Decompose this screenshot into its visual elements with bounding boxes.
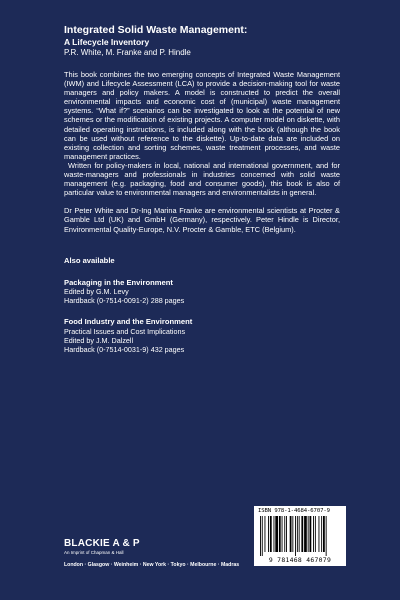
book-authors: P.R. White, M. Franke and P. Hindle xyxy=(64,48,191,57)
spacer xyxy=(64,197,340,206)
barcode-bars xyxy=(258,516,342,556)
publisher-block xyxy=(64,538,239,569)
also-available-heading: Also available xyxy=(64,255,115,265)
related-book-format: Hardback (0-7514-0091-2) 288 pages xyxy=(64,296,185,306)
book-title: Integrated Solid Waste Management: xyxy=(64,24,248,36)
publisher-cities: London · Glasgow · Weinheim · New York · Tokyo · Melbourne · Madras xyxy=(64,562,240,568)
description-paragraph-1: This book combines the two emerging concepts of Integrated Waste Management (IWM) and Lifecycle Assessment (LCA) to provide a decision-making tool for waste managers and policy makers. A model is constructed to predict the overall environmental impacts and economic cost of (municipal) waste management systems. “What if?” scenarios can be investigated to look at the potential of new schemes or the modification of existing projects. A computer model on diskette, with detailed operating instructions, is included along with the book (although the book can be used without reference to the diskette). Up-to-date data are included on existing collection and sorting schemes, waste treatment processes, and waste management practices. xyxy=(64,70,340,161)
related-book-editor: Edited by G.M. Levy xyxy=(64,287,129,297)
isbn-barcode xyxy=(254,506,346,566)
spacer xyxy=(64,234,340,256)
isbn-label: ISBN 978-1-4684-6707-9 xyxy=(258,508,330,514)
author-bio-paragraph: Dr Peter White and Dr-Ing Marina Franke are environmental scientists at Procter & Gamble Ltd (UK) and GmbH (Germany), respectively. Peter Hindle is Director, Environmental Quality-Europe, N.V. Procter & Gamble, ETC (Belgium). xyxy=(64,206,340,234)
related-book xyxy=(64,278,340,306)
related-book-title: Packaging in the Environment xyxy=(64,277,173,287)
publisher-logo-text: BLACKIE A & P xyxy=(64,538,140,549)
barcode-number: 9 781468 467079 xyxy=(268,556,332,564)
related-book-subtitle: Practical Issues and Cost Implications xyxy=(64,326,186,336)
cover-text xyxy=(64,24,340,366)
description-paragraph-2: Written for policy-makers in local, national and international government, and for waste-managers and professionals in industries concerned with solid waste management (e.g. packaging, food and consumer goods), this book is also of particular value to environmental managers and environmentalists in general. xyxy=(64,160,340,198)
related-book-format: Hardback (0-7514-0031-9) 432 pages xyxy=(64,344,185,354)
publisher-imprint: An Imprint of Chapman & Hall xyxy=(64,550,124,555)
related-book xyxy=(64,317,340,354)
book-subtitle: A Lifecycle Inventory xyxy=(64,37,150,47)
related-book-title: Food Industry and the Environment xyxy=(64,317,193,327)
related-book-editor: Edited by J.M. Dalzell xyxy=(64,335,134,345)
